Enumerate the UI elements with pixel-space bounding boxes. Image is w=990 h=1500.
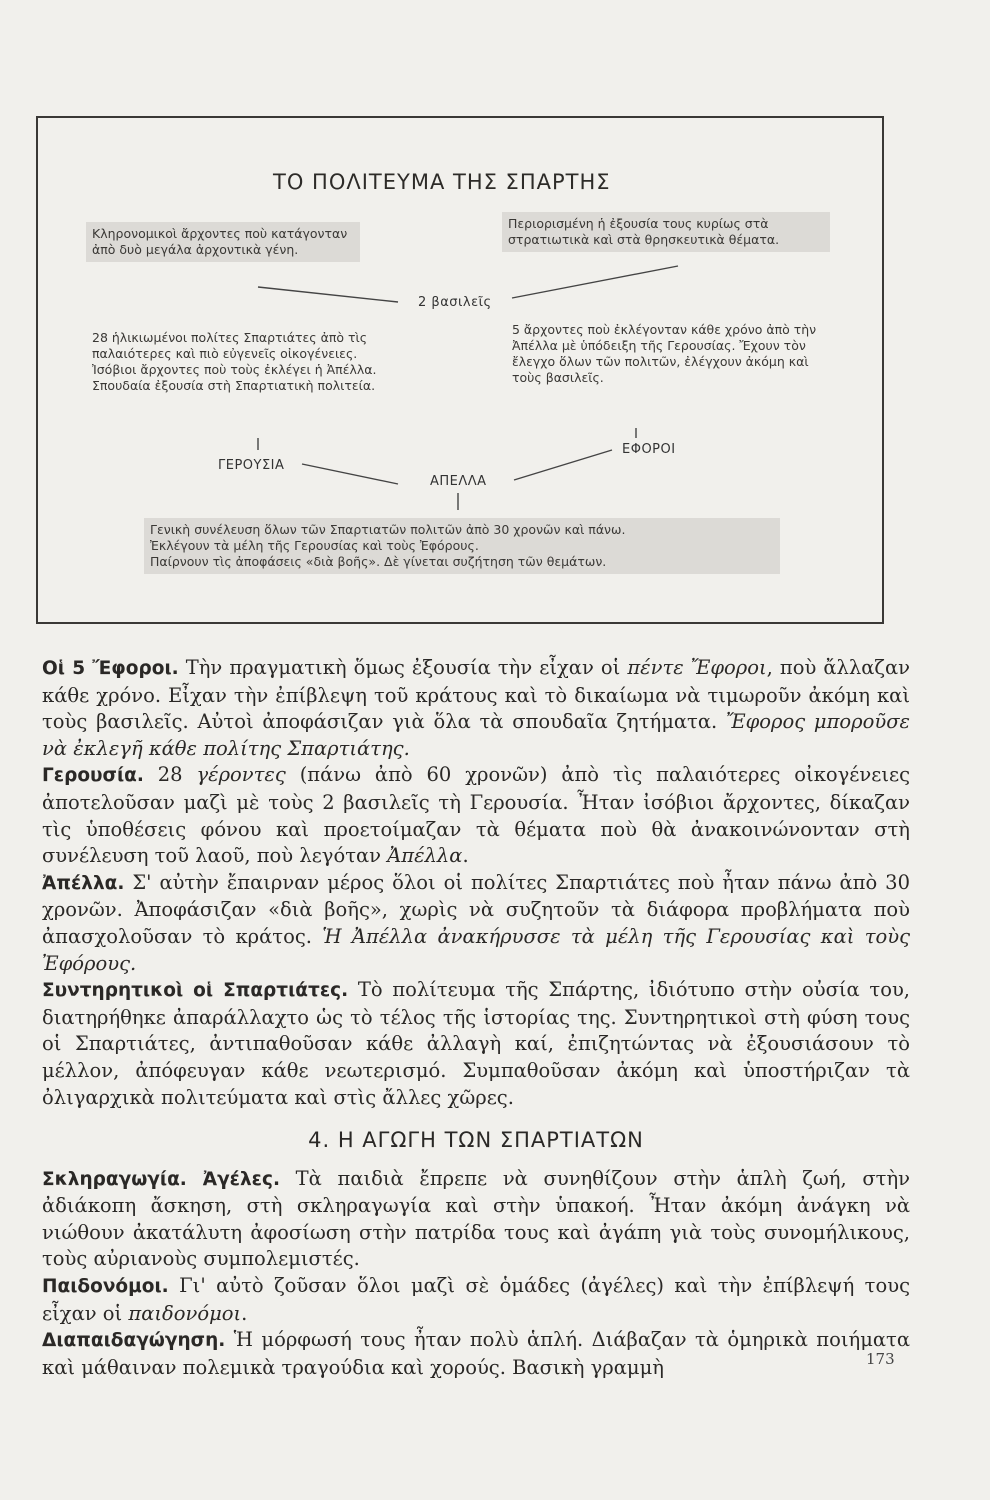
line-kings-right	[512, 266, 678, 298]
paragraph-ephors	[42, 655, 910, 762]
italic-text: Ἡ Ἀπέλλα ἀνακήρυσσε τὰ μέλη τῆς Γερουσίας καὶ τοὺς Ἐφόρους.	[42, 924, 910, 975]
section-heading: 4. Η ΑΓΩΓΗ ΤΩΝ ΣΠΑΡΤΙΑΤΩΝ	[308, 1128, 644, 1153]
ephors-description: 5 ἄρχοντες ποὺ ἐκλέγονταν κάθε χρόνο ἀπὸ τὴν Ἀπέλλα μὲ ὑπόδειξη τῆς Γερουσίας. Ἔχουν τὸν ἔλεγχο ὅλων τῶν πολιτῶν, ἐλέγχουν ἀκόμη καὶ τοὺς βασιλεῖς.	[512, 322, 817, 385]
kings-note-left: Κληρονομικοὶ ἄρχοντες ποὺ κατάγονταν ἀπὸ δυὸ μεγάλα ἀρχοντικὰ γένη.	[86, 222, 360, 262]
apella-desc-line-1: Γενικὴ συνέλευση ὅλων τῶν Σπαρτιατῶν πολιτῶν ἀπὸ 30 χρονῶν καὶ πάνω.	[150, 522, 626, 537]
italic-text: Ἀπέλλα	[387, 844, 463, 868]
text: Σ' αὐτὴν ἔπαιρναν μέρος ὅλοι οἱ πολίτες Σπαρτιάτες ποὺ ἦταν πάνω ἀπὸ 30 χρονῶν. Ἀποφάσιζαν «διὰ βοῆς», χωρὶς νὰ συζητοῦν τὰ διάφορα προβλήματα ποὺ ἀπασχολοῦσαν τὸ κράτος.	[42, 870, 910, 948]
page-number: 173	[866, 1350, 895, 1368]
heading-agoge: Σκληραγωγία. Ἀγέλες.	[42, 1168, 280, 1190]
text: Τὸ πολίτευμα τῆς Σπάρτης, ἰδιότυπο στὴν οὐσία του, διατηρήθηκε ἀπαράλλαχτο ὡς τὸ τέλος τῆς ἱστορίας της. Συντηρητικοὶ στὴ φύση τους οἱ Σπαρτιάτες, ἀντιπαθοῦσαν κάθε ἀλλαγὴ καί, ἐπιζητώντας νὰ ἐξουσιάσουν τὸ μέλλον, ἀπόφευγαν κάθε νεωτερισμό. Συμπαθοῦσαν ἀκόμη καὶ ὑποστήριζαν τὰ ὀλιγαρχικὰ πολιτεύματα καὶ στὶς ἄλλες χῶρες.	[42, 978, 911, 1109]
paragraph-agoge	[42, 1166, 910, 1273]
heading-ephors: Οἱ 5 Ἔφοροι.	[42, 658, 179, 679]
paragraph-education	[42, 1327, 910, 1381]
text: .	[241, 1301, 248, 1325]
italic-text: πέντε Ἔφοροι	[627, 656, 767, 679]
text: Ἡ μόρφωσή τους ἦταν πολὺ ἁπλή. Διάβαζαν τὰ ὁμηρικὰ ποιήματα καὶ μάθαιναν πολεμικὰ τραγούδια καὶ χορούς. Βασικὴ γραμμὴ	[42, 1328, 910, 1379]
italic-text: γέροντες	[196, 763, 286, 787]
apella-desc-line-3: Παίρνουν τὶς ἀποφάσεις «διὰ βοῆς». Δὲ γίνεται συζήτηση τῶν θεμάτων.	[150, 554, 607, 569]
paragraph-conservative	[42, 977, 910, 1111]
heading-education: Διαπαιδαγώγηση.	[42, 1330, 226, 1352]
apella-label: ΑΠΕΛΛΑ	[430, 474, 487, 489]
heading-apella: Ἀπέλλα.	[42, 872, 125, 894]
text: , ποὺ ἄλλαζαν κάθε χρόνο. Εἶχαν τὴν ἐπίβλεψη τοῦ κράτους καὶ τὸ δικαίωμα νὰ τιμωροῦν ἀκόμη καὶ τοὺς βασιλεῖς. Αὐτοὶ ἀποφάσιζαν γιὰ ὅλα τὰ σπουδαῖα ζητήματα.	[42, 656, 911, 734]
gerousia-description: 28 ἡλικιωμένοι πολίτες Σπαρτιάτες ἀπὸ τὶς παλαιότερες καὶ πιὸ εὐγενεῖς οἰκογένειες. Ἰσόβιοι ἄρχοντες ποὺ τοὺς ἐκλέγει ἡ Ἀπέλλα. Σπουδαία ἐξουσία στὴ Σπαρτιατικὴ πολιτεία.	[92, 330, 377, 393]
body-text	[42, 655, 910, 1381]
kings-label: 2 βασιλεῖς	[418, 295, 492, 310]
text: Γι' αὐτὸ ζοῦσαν ὅλοι μαζὶ σὲ ὁμάδες (ἀγέλες) καὶ τὴν ἐπίβλεψή τους εἶχαν οἱ	[42, 1274, 910, 1325]
paragraph-apella	[42, 870, 910, 977]
diagram-title: ΤΟ ΠΟΛΙΤΕΥΜΑ ΤΗΣ ΣΠΑΡΤΗΣ	[273, 170, 611, 194]
text: (πάνω ἀπὸ 60 χρονῶν) ἀπὸ τὶς παλαιότερες οἰκογένειες ἀποτελοῦσαν μαζὶ μὲ τοὺς 2 βασιλεῖς τὴ Γερουσία. Ἦταν ἰσόβιοι ἄρχοντες, δίκαζαν τὶς ὑποθέσεις φόνου καὶ προετοίμαζαν τὰ θέματα ποὺ θὰ ἀνακοινώνονταν στὴ συνέλευση τοῦ λαοῦ, ποὺ λεγόταν	[42, 763, 910, 868]
line-ephors-apella	[514, 450, 612, 480]
text: .	[462, 844, 469, 868]
gerousia-label: ΓΕΡΟΥΣΙΑ	[218, 458, 285, 473]
italic-text: παιδονόμοι	[128, 1301, 242, 1325]
text: 28	[143, 763, 197, 787]
heading-paidonomoi: Παιδονόμοι.	[42, 1276, 169, 1298]
italic-text: Ἔφορος μποροῦσε νὰ ἐκλεγῆ κάθε πολίτης Σπαρτιάτης.	[42, 710, 910, 760]
ephors-label: ΕΦΟΡΟΙ	[622, 442, 676, 457]
line-kings-left	[258, 287, 398, 302]
text: Τὴν πραγματικὴ ὅμως ἐξουσία τὴν εἶχαν οἱ	[178, 656, 628, 679]
paragraph-paidonomoi	[42, 1273, 910, 1327]
kings-note-right: Περιορισμένη ἡ ἐξουσία τους κυρίως στὰ στρατιωτικὰ καὶ στὰ θρησκευτικὰ θέματα.	[502, 212, 830, 252]
heading-gerousia: Γερουσία.	[42, 765, 144, 787]
line-gerousia-apella	[302, 464, 398, 484]
diagram-connector-lines	[0, 0, 990, 700]
text: Τὰ παιδιὰ ἔπρεπε νὰ συνηθίζουν στὴν ἁπλὴ ζωή, στὴν ἀδιάκοπη ἄσκηση, στὴ σκληραγωγία καὶ στὴν ὑπακοή. Ἦταν ἀκόμη ἀνάγκη νὰ νιώθουν ἀκατάλυτη ἀφοσίωση στὴν πατρίδα τους καὶ ἀγάπη γιὰ τοὺς συνομήλικους, τοὺς αὐριανοὺς συμπολεμιστές.	[42, 1166, 911, 1271]
heading-conservative: Συντηρητικοὶ οἱ Σπαρτιάτες.	[42, 980, 349, 1002]
paragraph-gerousia	[42, 762, 910, 869]
apella-desc-line-2: Ἐκλέγουν τὰ μέλη τῆς Γερουσίας καὶ τοὺς Ἐφόρους.	[150, 538, 479, 553]
